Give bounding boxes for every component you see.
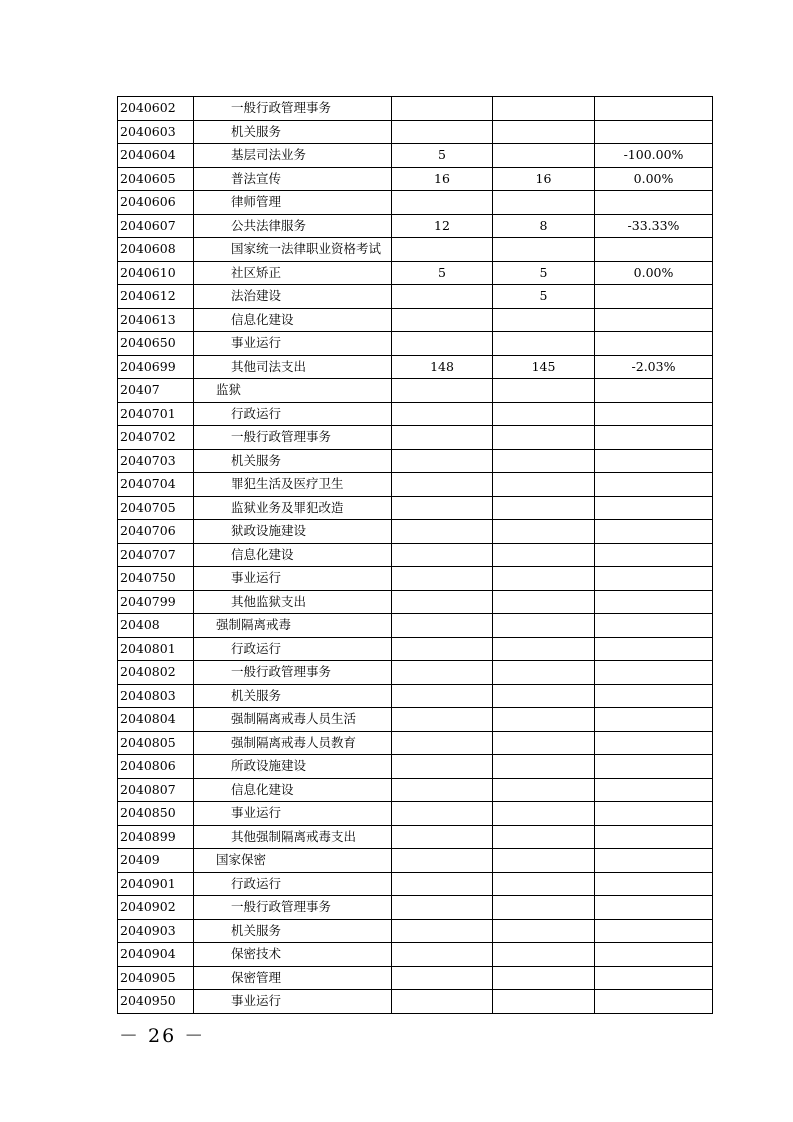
row-name: 机关服务 <box>194 919 392 943</box>
row-value-2 <box>493 449 595 473</box>
table-row <box>118 708 713 732</box>
row-change <box>595 285 713 309</box>
table-row <box>118 402 713 426</box>
row-code: 2040950 <box>118 990 194 1014</box>
row-code: 2040607 <box>118 214 194 238</box>
row-code: 2040612 <box>118 285 194 309</box>
row-name: 所政设施建设 <box>194 755 392 779</box>
row-value-1 <box>392 449 493 473</box>
row-name: 罪犯生活及医疗卫生 <box>194 473 392 497</box>
table-row <box>118 97 713 121</box>
row-value-1 <box>392 966 493 990</box>
row-name: 监狱 <box>194 379 392 403</box>
row-name: 强制隔离戒毒人员生活 <box>194 708 392 732</box>
row-value-1 <box>392 191 493 215</box>
row-change <box>595 543 713 567</box>
row-code: 2040604 <box>118 144 194 168</box>
row-value-2 <box>493 731 595 755</box>
row-name: 一般行政管理事务 <box>194 896 392 920</box>
row-name: 狱政设施建设 <box>194 520 392 544</box>
row-value-1 <box>392 379 493 403</box>
row-value-2 <box>493 308 595 332</box>
row-name: 行政运行 <box>194 402 392 426</box>
row-code: 2040610 <box>118 261 194 285</box>
row-value-2: 145 <box>493 355 595 379</box>
row-change <box>595 308 713 332</box>
row-value-2 <box>493 496 595 520</box>
row-code: 20409 <box>118 849 194 873</box>
row-value-1 <box>392 661 493 685</box>
row-change: -100.00% <box>595 144 713 168</box>
row-change <box>595 496 713 520</box>
row-change <box>595 755 713 779</box>
row-code: 2040850 <box>118 802 194 826</box>
row-value-2 <box>493 332 595 356</box>
row-name: 法治建设 <box>194 285 392 309</box>
row-value-2 <box>493 543 595 567</box>
row-value-2 <box>493 590 595 614</box>
row-value-2 <box>493 966 595 990</box>
row-name: 其他司法支出 <box>194 355 392 379</box>
row-change: -2.03% <box>595 355 713 379</box>
row-code: 2040603 <box>118 120 194 144</box>
table-row <box>118 332 713 356</box>
row-value-1 <box>392 614 493 638</box>
row-code: 2040702 <box>118 426 194 450</box>
row-value-1: 16 <box>392 167 493 191</box>
row-value-1 <box>392 520 493 544</box>
table-row <box>118 308 713 332</box>
row-change <box>595 590 713 614</box>
row-value-2 <box>493 144 595 168</box>
row-name: 公共法律服务 <box>194 214 392 238</box>
row-name: 信息化建设 <box>194 308 392 332</box>
row-value-2 <box>493 778 595 802</box>
row-name: 国家统一法律职业资格考试 <box>194 238 392 262</box>
table-row <box>118 120 713 144</box>
row-name: 事业运行 <box>194 567 392 591</box>
table-row <box>118 426 713 450</box>
table-row <box>118 849 713 873</box>
row-value-1 <box>392 97 493 121</box>
row-change <box>595 191 713 215</box>
row-name: 行政运行 <box>194 872 392 896</box>
row-code: 2040802 <box>118 661 194 685</box>
row-value-2: 5 <box>493 261 595 285</box>
row-change <box>595 731 713 755</box>
table-row <box>118 661 713 685</box>
row-change <box>595 120 713 144</box>
row-value-1 <box>392 849 493 873</box>
table-row <box>118 943 713 967</box>
row-name: 律师管理 <box>194 191 392 215</box>
table-row <box>118 496 713 520</box>
table-row <box>118 637 713 661</box>
row-value-2 <box>493 990 595 1014</box>
row-change <box>595 332 713 356</box>
table-row <box>118 379 713 403</box>
row-code: 2040803 <box>118 684 194 708</box>
row-value-2: 8 <box>493 214 595 238</box>
row-name: 保密技术 <box>194 943 392 967</box>
row-code: 2040905 <box>118 966 194 990</box>
table-row <box>118 990 713 1014</box>
row-name: 一般行政管理事务 <box>194 97 392 121</box>
table-row <box>118 144 713 168</box>
table-row <box>118 896 713 920</box>
row-name: 强制隔离戒毒人员教育 <box>194 731 392 755</box>
row-change <box>595 661 713 685</box>
row-value-2 <box>493 637 595 661</box>
row-name: 行政运行 <box>194 637 392 661</box>
row-change: 0.00% <box>595 167 713 191</box>
row-code: 2040805 <box>118 731 194 755</box>
row-value-2 <box>493 802 595 826</box>
budget-table-body <box>118 97 713 1014</box>
table-row <box>118 261 713 285</box>
row-value-2 <box>493 120 595 144</box>
row-change <box>595 990 713 1014</box>
row-value-1 <box>392 755 493 779</box>
row-value-2 <box>493 379 595 403</box>
row-change <box>595 637 713 661</box>
table-row <box>118 191 713 215</box>
row-value-2 <box>493 943 595 967</box>
row-value-2 <box>493 872 595 896</box>
row-code: 20407 <box>118 379 194 403</box>
row-code: 2040899 <box>118 825 194 849</box>
table-row <box>118 919 713 943</box>
row-name: 强制隔离戒毒 <box>194 614 392 638</box>
table-row <box>118 355 713 379</box>
table-row <box>118 966 713 990</box>
row-code: 2040706 <box>118 520 194 544</box>
row-code: 2040801 <box>118 637 194 661</box>
row-value-1 <box>392 708 493 732</box>
row-value-1: 12 <box>392 214 493 238</box>
table-row <box>118 520 713 544</box>
row-code: 2040650 <box>118 332 194 356</box>
row-value-2 <box>493 614 595 638</box>
row-change <box>595 802 713 826</box>
table-row <box>118 825 713 849</box>
row-code: 2040807 <box>118 778 194 802</box>
row-name: 其他监狱支出 <box>194 590 392 614</box>
row-change <box>595 825 713 849</box>
row-code: 2040904 <box>118 943 194 967</box>
table-row <box>118 755 713 779</box>
row-value-1 <box>392 990 493 1014</box>
row-name: 基层司法业务 <box>194 144 392 168</box>
table-row <box>118 214 713 238</box>
row-code: 2040605 <box>118 167 194 191</box>
row-name: 机关服务 <box>194 684 392 708</box>
row-change <box>595 872 713 896</box>
row-name: 事业运行 <box>194 332 392 356</box>
table-row <box>118 285 713 309</box>
row-code: 2040804 <box>118 708 194 732</box>
row-code: 2040602 <box>118 97 194 121</box>
row-change <box>595 966 713 990</box>
row-change <box>595 473 713 497</box>
row-name: 机关服务 <box>194 120 392 144</box>
row-change <box>595 614 713 638</box>
row-code: 2040903 <box>118 919 194 943</box>
row-code: 2040699 <box>118 355 194 379</box>
row-name: 信息化建设 <box>194 543 392 567</box>
row-name: 事业运行 <box>194 802 392 826</box>
row-change <box>595 708 713 732</box>
row-value-2 <box>493 402 595 426</box>
row-value-1 <box>392 919 493 943</box>
row-value-1 <box>392 285 493 309</box>
row-change: 0.00% <box>595 261 713 285</box>
row-value-2 <box>493 755 595 779</box>
row-code: 2040701 <box>118 402 194 426</box>
row-value-1 <box>392 778 493 802</box>
row-change <box>595 919 713 943</box>
row-name: 其他强制隔离戒毒支出 <box>194 825 392 849</box>
row-value-1 <box>392 426 493 450</box>
page-number: － 26 － <box>119 1025 206 1047</box>
row-value-1 <box>392 120 493 144</box>
row-value-2 <box>493 919 595 943</box>
table-row <box>118 590 713 614</box>
row-value-1 <box>392 590 493 614</box>
row-change <box>595 943 713 967</box>
row-value-1: 148 <box>392 355 493 379</box>
row-value-1 <box>392 238 493 262</box>
row-name: 监狱业务及罪犯改造 <box>194 496 392 520</box>
row-value-1 <box>392 896 493 920</box>
row-change <box>595 449 713 473</box>
table-row <box>118 614 713 638</box>
row-code: 2040806 <box>118 755 194 779</box>
row-change <box>595 896 713 920</box>
row-code: 2040799 <box>118 590 194 614</box>
row-name: 机关服务 <box>194 449 392 473</box>
row-value-1 <box>392 473 493 497</box>
table-row <box>118 684 713 708</box>
row-code: 2040707 <box>118 543 194 567</box>
row-value-1 <box>392 308 493 332</box>
budget-table <box>117 96 713 1014</box>
row-change <box>595 379 713 403</box>
table-row <box>118 167 713 191</box>
row-change <box>595 426 713 450</box>
row-value-2 <box>493 191 595 215</box>
row-value-1 <box>392 802 493 826</box>
row-change <box>595 567 713 591</box>
row-change <box>595 97 713 121</box>
row-value-1 <box>392 684 493 708</box>
row-code: 2040902 <box>118 896 194 920</box>
row-code: 2040613 <box>118 308 194 332</box>
row-value-1 <box>392 496 493 520</box>
table-row <box>118 567 713 591</box>
row-value-1 <box>392 731 493 755</box>
row-change <box>595 238 713 262</box>
row-name: 社区矫正 <box>194 261 392 285</box>
row-code: 2040901 <box>118 872 194 896</box>
row-name: 保密管理 <box>194 966 392 990</box>
table-row <box>118 449 713 473</box>
row-value-1 <box>392 943 493 967</box>
row-value-1 <box>392 567 493 591</box>
row-code: 2040606 <box>118 191 194 215</box>
row-value-1 <box>392 825 493 849</box>
row-code: 2040750 <box>118 567 194 591</box>
row-value-2 <box>493 684 595 708</box>
row-value-1 <box>392 332 493 356</box>
row-value-2 <box>493 520 595 544</box>
row-value-2 <box>493 426 595 450</box>
row-name: 信息化建设 <box>194 778 392 802</box>
row-value-1 <box>392 543 493 567</box>
row-value-2 <box>493 896 595 920</box>
row-code: 2040704 <box>118 473 194 497</box>
row-name: 事业运行 <box>194 990 392 1014</box>
row-change <box>595 684 713 708</box>
row-change <box>595 778 713 802</box>
row-value-1: 5 <box>392 144 493 168</box>
row-code: 2040608 <box>118 238 194 262</box>
row-name: 国家保密 <box>194 849 392 873</box>
table-row <box>118 543 713 567</box>
row-value-2 <box>493 708 595 732</box>
table-row <box>118 802 713 826</box>
row-code: 2040703 <box>118 449 194 473</box>
row-name: 普法宣传 <box>194 167 392 191</box>
row-name: 一般行政管理事务 <box>194 661 392 685</box>
row-change <box>595 849 713 873</box>
table-row <box>118 473 713 497</box>
row-change <box>595 402 713 426</box>
row-value-1: 5 <box>392 261 493 285</box>
row-value-2 <box>493 238 595 262</box>
row-value-1 <box>392 872 493 896</box>
table-row <box>118 778 713 802</box>
row-code: 20408 <box>118 614 194 638</box>
row-value-2 <box>493 825 595 849</box>
row-code: 2040705 <box>118 496 194 520</box>
row-value-2: 5 <box>493 285 595 309</box>
table-row <box>118 872 713 896</box>
row-value-2 <box>493 473 595 497</box>
row-value-2 <box>493 849 595 873</box>
row-value-2: 16 <box>493 167 595 191</box>
row-change: -33.33% <box>595 214 713 238</box>
row-name: 一般行政管理事务 <box>194 426 392 450</box>
table-row <box>118 731 713 755</box>
table-row <box>118 238 713 262</box>
row-value-1 <box>392 637 493 661</box>
row-value-2 <box>493 97 595 121</box>
row-value-1 <box>392 402 493 426</box>
row-change <box>595 520 713 544</box>
row-value-2 <box>493 567 595 591</box>
row-value-2 <box>493 661 595 685</box>
